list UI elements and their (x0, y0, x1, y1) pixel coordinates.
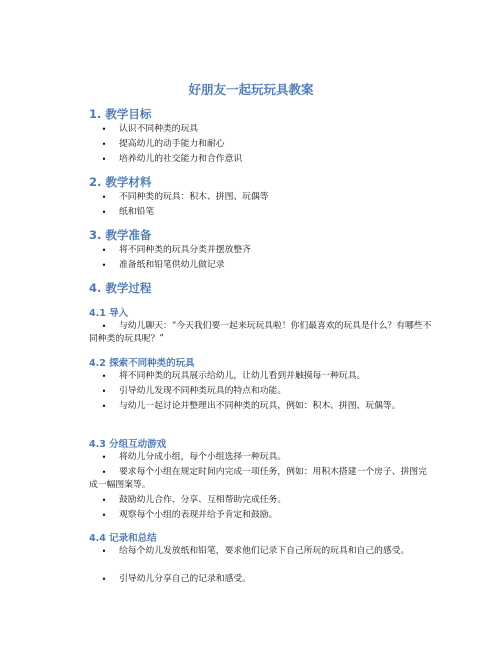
bullet-icon: • (101, 547, 107, 556)
subsection-heading-group-game: 4.3 分组互动游戏 (89, 439, 167, 450)
list-item: • 引导幼儿发现不同种类玩具的特点和功能。 (89, 385, 434, 398)
list-item: • 鼓励幼儿合作、分享、互相帮助完成任务。 (89, 494, 434, 507)
bullet-icon: • (101, 208, 107, 217)
list-item: • 引导幼儿分享自己的记录和感受。 (89, 573, 434, 586)
bullet-icon: • (101, 261, 107, 270)
bullet-icon: • (101, 468, 107, 477)
section-heading-process: 4. 教学过程 (89, 281, 152, 295)
list-item: • 将不同种类的玩具分类并摆放整齐 (89, 244, 434, 257)
list-item: • 纸和铅笔 (89, 206, 434, 219)
bullet-icon: • (101, 575, 107, 584)
section-heading-preparation: 3. 教学准备 (89, 228, 152, 242)
bullet-icon: • (101, 387, 107, 396)
list-item: • 与幼儿一起讨论并整理出不同种类的玩具，例如：积木、拼图、玩偶等。 (89, 400, 434, 413)
list-item: • 培养幼儿的社交能力和合作意识 (89, 153, 434, 166)
list-item: • 将幼儿分成小组，每个小组选择一种玩具。 (89, 451, 434, 464)
subsection-heading-explore: 4.2 探索不同种类的玩具 (89, 358, 195, 369)
bullet-icon: • (101, 372, 107, 381)
section-heading-materials: 2. 教学材料 (89, 175, 152, 189)
list-item: • 与幼儿聊天：“今天我们要一起来玩玩具啦！你们最喜欢的玩具是什么？有哪些不同种类的玩具呢？” (89, 321, 432, 344)
list-item: • 给每个幼儿发放纸和铅笔，要求他们记录下自己所玩的玩具和自己的感受。 (89, 545, 434, 558)
list-item: • 将不同种类的玩具展示给幼儿，让幼儿看到并触摸每一种玩具。 (89, 370, 434, 383)
bullet-icon: • (101, 453, 107, 462)
bullet-icon: • (101, 496, 107, 505)
bullet-icon: • (101, 155, 107, 164)
list-item: • 认识不同种类的玩具 (89, 123, 434, 136)
bullet-icon: • (101, 511, 107, 520)
bullet-icon: • (101, 193, 107, 202)
list-item: • 要求每个小组在规定时间内完成一项任务，例如：用积木搭建一个房子、拼图完成一幅图案等。 (89, 467, 427, 490)
subsection-heading-intro: 4.1 导入 (89, 308, 129, 319)
bullet-icon: • (101, 125, 107, 134)
bullet-icon: • (101, 140, 107, 149)
bullet-icon: • (101, 322, 107, 331)
section-heading-goals: 1. 教学目标 (89, 107, 152, 121)
bullet-icon: • (101, 246, 107, 255)
bullet-icon: • (101, 402, 107, 411)
document-title: 好朋友一起玩玩具教案 (188, 82, 314, 97)
list-item: • 提高幼儿的动手能力和耐心 (89, 138, 434, 151)
list-item: • 不同种类的玩具：积木、拼图、玩偶等 (89, 191, 434, 204)
list-item: • 观察每个小组的表现并给予肯定和鼓励。 (89, 509, 434, 522)
list-item: • 准备纸和铅笔供幼儿做记录 (89, 259, 434, 272)
subsection-heading-record: 4.4 记录和总结 (89, 533, 157, 544)
